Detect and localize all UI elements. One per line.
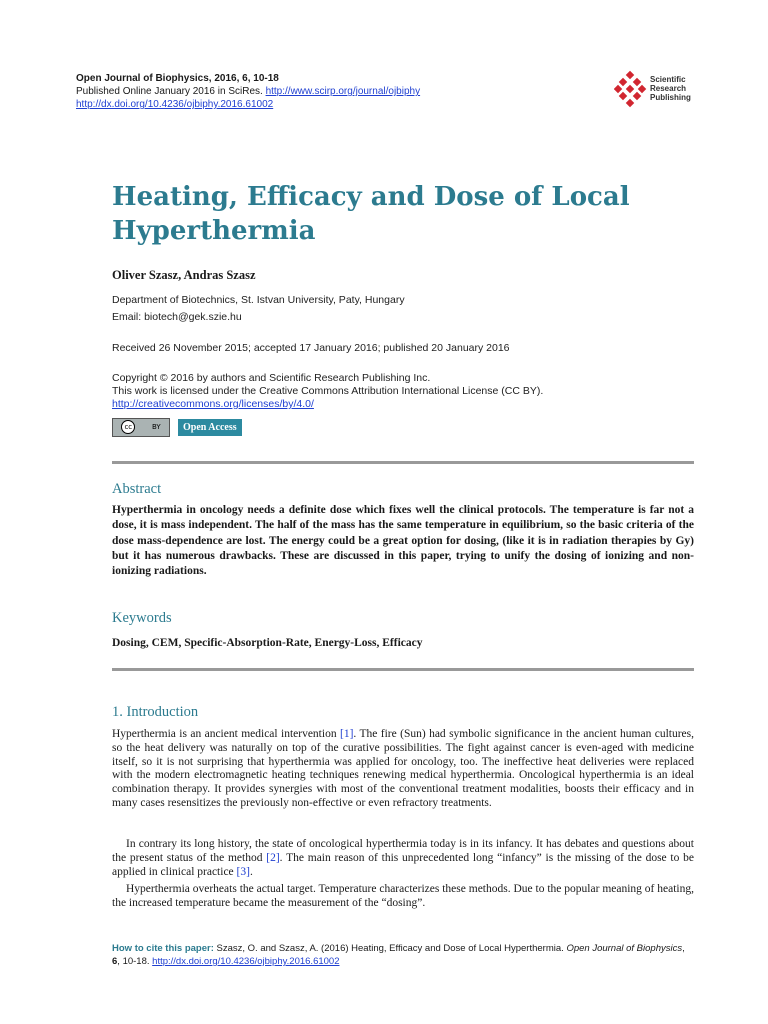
- scirp-diamond-icon: [614, 70, 648, 110]
- open-access-badge: Open Access: [178, 419, 242, 436]
- copyright-line: Copyright © 2016 by authors and Scientific Research Publishing Inc.: [112, 372, 431, 384]
- cc-icon: cc: [121, 420, 135, 434]
- citation-label: How to cite this paper:: [112, 943, 214, 954]
- license-link[interactable]: http://creativecommons.org/licenses/by/4.0/: [112, 398, 314, 410]
- author-email: Email: biotech@gek.szie.hu: [112, 311, 242, 323]
- by-icon: BY: [151, 423, 161, 431]
- copyright-block: [112, 372, 543, 411]
- p2-text-c: .: [249, 865, 253, 878]
- citation-volume: 6: [112, 956, 118, 967]
- keywords-heading: Keywords: [112, 610, 172, 626]
- reference-3[interactable]: [3]: [236, 865, 250, 878]
- cc-by-badge[interactable]: [112, 418, 170, 437]
- title-line-1: Heating, Efficacy and Dose of Local: [112, 182, 630, 212]
- citation-journal: Open Journal of Biophysics: [566, 943, 683, 954]
- journal-link[interactable]: http://www.scirp.org/journal/ojbiphy: [265, 86, 421, 97]
- journal-header: [76, 72, 516, 111]
- affiliation: Department of Biotechnics, St. Istvan University, Paty, Hungary: [112, 294, 405, 306]
- p1-text-a: Hyperthermia is an ancient medical intervention: [112, 728, 340, 740]
- intro-heading: 1. Introduction: [112, 704, 199, 720]
- logo-line-2: Research: [650, 84, 687, 93]
- section-divider: [112, 461, 694, 464]
- authors: Oliver Szasz, Andras Szasz: [112, 268, 256, 282]
- citation-pages: , 10-18.: [117, 956, 153, 967]
- keywords-text: Dosing, CEM, Specific-Absorption-Rate, Energy-Loss, Efficacy: [112, 637, 423, 649]
- reference-1[interactable]: [1]: [339, 728, 354, 740]
- journal-citation: Open Journal of Biophysics, 2016, 6, 10-18: [76, 73, 279, 84]
- logo-line-1: Scientific: [650, 75, 686, 84]
- published-text: Published Online January 2016 in SciRes.: [76, 86, 263, 97]
- paper-title: [112, 180, 672, 248]
- publisher-logo: [614, 70, 724, 110]
- intro-paragraph-3: Hyperthermia overheats the actual target. Temperature characterizes these methods. Due to the popular meaning of heating, the increased temperature became the measurement of the “dosing”.: [112, 883, 694, 909]
- section-divider: [112, 668, 694, 671]
- intro-paragraph-2: [112, 838, 694, 879]
- publication-line: [76, 85, 516, 98]
- license-badges: [112, 418, 242, 436]
- reference-2[interactable]: [2]: [266, 851, 280, 864]
- license-line: This work is licensed under the Creative Commons Attribution International License (CC BY).: [112, 385, 544, 397]
- intro-paragraph-1: [112, 728, 694, 811]
- logo-line-3: Publishing: [650, 93, 691, 102]
- citation-text: Szasz, O. and Szasz, A. (2016) Heating, Efficacy and Dose of Local Hyperthermia.: [213, 943, 567, 954]
- abstract-heading: Abstract: [112, 481, 162, 497]
- citation-footer: How to cite this paper: Szasz, O. and Szasz, A. (2016) Heating, Efficacy and Dose of Local Hyperthermia. Open Journal of Biophysics, 6, 10-18. http://dx.doi.org/10.4236/ojbiphy.2016.61002: [112, 943, 685, 967]
- p2-text-a: In contrary its long history, the state of oncological hyperthermia today is in its infancy. It has debates and questions about the present status of the method: [112, 838, 694, 864]
- abstract-text: Hyperthermia in oncology needs a definite dose which fixes well the clinical protocols. The temperature is far not a dose, it is mass independent. The half of the mass has the same temperature in equilibrium, so the basic criteria of the dose mass-dependence are lost. The energy could be a great option for dosing, (like it is in radiation therapies by Gy) but it has numerous drawbacks. These are discussed in this paper, trying to unify the dosing of ionizing and non-ionizing radiations.: [112, 504, 694, 578]
- article-dates: Received 26 November 2015; accepted 17 January 2016; published 20 January 2016: [112, 342, 510, 354]
- title-line-2: Hyperthermia: [112, 216, 316, 246]
- citation-doi-link[interactable]: http://dx.doi.org/10.4236/ojbiphy.2016.61002: [152, 956, 340, 967]
- p2-text-b: . The main reason of this unprecedented long “infancy” is the missing of the dose to be applied in clinical practice: [112, 851, 694, 878]
- p1-text-b: . The fire (Sun) had symbolic significance in the ancient human cultures, so the heat delivery was naturally on top of the curative possibilities. The fight against cancer is even-aged with medicine itself, so it is not surprising that hyperthermia was applied for oncology, too. The ineffective heat deliveries were replaced with the modern electromagnetic heating techniques renewing medical hyperthermia. Oncological hyperthermia is an ideal combination therapy. It provides synergies with most of the conventional treatment modalities, boosts their efficacy and in many cases resensitizes the previously non-effective or even refractory treatments.: [112, 728, 694, 809]
- doi-link[interactable]: http://dx.doi.org/10.4236/ojbiphy.2016.61002: [76, 99, 274, 110]
